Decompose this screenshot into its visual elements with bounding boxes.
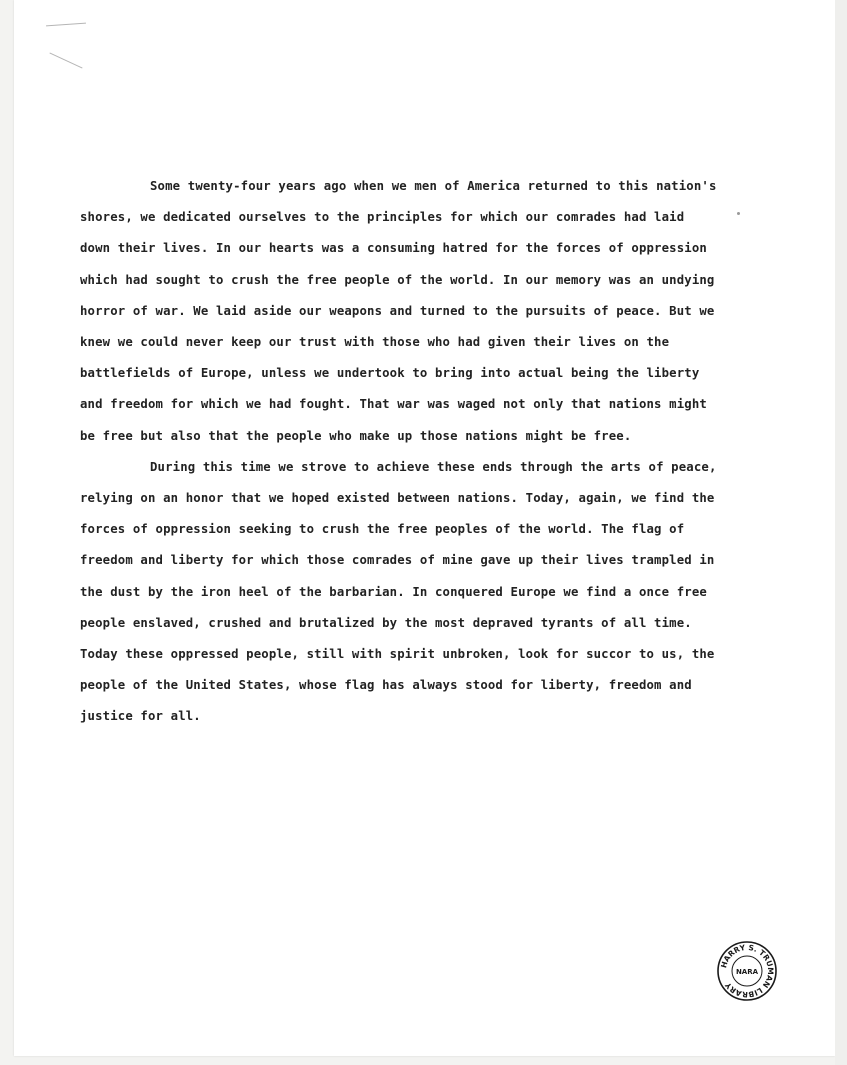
truman-library-stamp (716, 940, 778, 1002)
paragraph-2: During this time we strove to achieve these ends through the arts of peace, relying on an honor that we hoped existed between nations. Today, again, we find the forces of oppression seeking to crush the free peoples of the world. The flag of freedom and liberty for which those comrades of mine gave up their lives trampled in the dust by the iron heel of the barbarian. In conquered Europe we find a once free people enslaved, crushed and brutalized by the most depraved tyrants of all time. Today these oppressed people, still with spirit unbroken, look for succor to us, the people of the United States, whose flag has always stood for liberty, freedom and justice for all. (80, 459, 717, 724)
document-body (80, 171, 720, 733)
page-edge (835, 0, 847, 1065)
scan-speck (737, 212, 740, 215)
paragraph-1: Some twenty-four years ago when we men of America returned to this nation's shores, we dedicated ourselves to the principles for which our comrades had laid down their lives. In our hearts was a consuming hatred for the forces of oppression which had sought to crush the free people of the world. In our memory was an undying horror of war. We laid aside our weapons and turned to the pursuits of peace. But we knew we could never keep our trust with those who had given their lives on the battlefields of Europe, unless we undertook to bring into actual being the liberty and freedom for which we had fought. That war was waged not only that nations might be free but also that the people who make up those nations might be free. (80, 179, 717, 443)
seal-icon (716, 940, 778, 1002)
stamp-inner-text: NARA (735, 968, 759, 976)
stamp-outer-text: HARRY S. TRUMAN LIBRARY (719, 942, 776, 1000)
